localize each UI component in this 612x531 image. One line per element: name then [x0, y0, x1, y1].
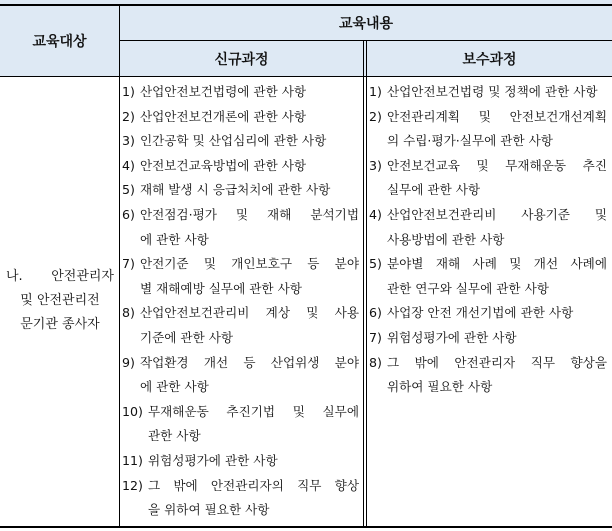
- list-item-number: 4): [369, 206, 382, 222]
- list-item-text: [140, 301, 359, 350]
- list-item: [122, 178, 359, 203]
- list-item-line: 에 관한 사항: [139, 231, 209, 247]
- list-item: [369, 80, 607, 105]
- target-prefix: 나.: [6, 269, 23, 284]
- list-item: [122, 301, 359, 350]
- list-item-text: [140, 154, 359, 179]
- list-item-number: 2): [122, 108, 135, 124]
- list-item: [369, 301, 607, 326]
- list-item-number: 2): [369, 108, 382, 124]
- list-item-text: [148, 400, 359, 449]
- list-item-text: [140, 105, 359, 130]
- list-item-line: 사용방법에 관한 사항: [386, 231, 505, 247]
- list-item-text: [148, 449, 359, 474]
- list-item: [369, 154, 607, 203]
- table-bottom-border: [0, 526, 612, 528]
- target-line-2: 및 안전관리전: [20, 293, 100, 308]
- target-line-1-text: 안전관리자: [51, 269, 114, 284]
- list-item-line: 산업안전보건관리비 계상 및 사용: [139, 305, 359, 321]
- target-column-divider: [119, 5, 120, 527]
- list-item-text: [387, 80, 607, 105]
- list-item-line: 산업안전보건법령 및 정책에 관한 사항: [386, 84, 598, 99]
- list-item-number: 12): [122, 477, 143, 493]
- list-item-text: [148, 474, 359, 523]
- list-item-number: 7): [122, 256, 135, 272]
- list-item-line: 의 수립·평가·실무에 관한 사항: [386, 133, 553, 149]
- list-item-text: [140, 351, 359, 400]
- list-item-line: 무재해운동 추진기법 및 실무에: [147, 403, 359, 419]
- refresher-course-list: [369, 80, 607, 400]
- new-course-header: 신규과정: [214, 51, 269, 68]
- list-item-line: 산업안전보건관리비 사용기준 및: [386, 206, 607, 222]
- list-item-number: 10): [122, 403, 143, 419]
- list-item-line: 안전보건교육 및 무재해운동 추진: [386, 157, 607, 173]
- list-item-line: 기준에 관한 사항: [139, 329, 234, 345]
- list-item-line: 안전기준 및 개인보호구 등 분야: [139, 256, 359, 272]
- list-item: [369, 203, 607, 252]
- list-item-line: 안전관리계획 및 안전보건개선계획: [386, 108, 607, 124]
- list-item-text: [387, 326, 607, 351]
- list-item: [122, 474, 359, 523]
- target-header: 교육대상: [32, 33, 87, 50]
- course-column-divider: [363, 41, 364, 527]
- list-item-line: 관한 사항: [147, 428, 201, 444]
- list-item-line: 인간공학 및 산업심리에 관한 사항: [139, 133, 327, 149]
- list-item-line: 산업안전보건법령에 관한 사항: [139, 84, 307, 99]
- list-item-number: 8): [122, 305, 135, 321]
- list-item-text: [387, 203, 607, 252]
- list-item-text: [140, 80, 359, 105]
- list-item-text: [140, 203, 359, 252]
- list-item-number: 11): [122, 452, 143, 468]
- list-item: [122, 129, 359, 154]
- list-item: [122, 252, 359, 301]
- list-item-line: 관한 연구와 실무에 관한 사항: [386, 280, 549, 296]
- list-item-line: 그 밖에 안전관리자 직무 향상을: [386, 354, 607, 370]
- list-item-number: 5): [122, 182, 135, 198]
- list-item-line: 위험성평가에 관한 사항: [386, 329, 517, 345]
- list-item: [122, 203, 359, 252]
- list-item-line: 위험성평가에 관한 사항: [147, 452, 278, 468]
- list-item-text: [140, 252, 359, 301]
- list-item-line: 을 위하여 필요한 사항: [147, 502, 270, 518]
- list-item: [122, 400, 359, 449]
- list-item-number: 8): [369, 354, 382, 370]
- list-item-text: [387, 154, 607, 203]
- list-item-text: [387, 252, 607, 301]
- list-item-line: 에 관한 사항: [139, 379, 209, 395]
- list-item-line: 실무에 관한 사항: [386, 182, 481, 198]
- list-item: [369, 105, 607, 154]
- content-header: 교육내용: [338, 15, 394, 32]
- list-item-line: 안전보건교육방법에 관한 사항: [139, 157, 307, 173]
- list-item: [122, 105, 359, 130]
- list-item-line: 산업안전보건개론에 관한 사항: [139, 108, 307, 124]
- list-item-line: 별 재해예방 실무에 관한 사항: [139, 280, 302, 296]
- list-item-text: [140, 178, 359, 203]
- list-item: [122, 449, 359, 474]
- list-item: [122, 80, 359, 105]
- list-item-line: 분야별 재해 사례 및 개선 사례에: [386, 256, 607, 272]
- list-item-number: 7): [369, 329, 382, 345]
- header-bottom-border: [0, 76, 612, 77]
- list-item-line: 사업장 안전 개선기법에 관한 사항: [386, 305, 574, 321]
- list-item-line: 재해 발생 시 응급처치에 관한 사항: [139, 182, 331, 198]
- list-item-line: 안전점검·평가 및 재해 분석기법: [139, 206, 359, 222]
- list-item: [369, 351, 607, 400]
- list-item-number: 9): [122, 354, 135, 370]
- list-item: [122, 154, 359, 179]
- list-item: [369, 326, 607, 351]
- list-item-number: 6): [122, 206, 135, 222]
- list-item-text: [140, 129, 359, 154]
- target-line-3: 문기관 종사자: [20, 317, 100, 332]
- new-course-list: [122, 80, 359, 523]
- course-column-divider-double: [366, 41, 367, 527]
- list-item-number: 1): [369, 84, 382, 99]
- list-item-number: 5): [369, 256, 382, 272]
- list-item-text: [387, 351, 607, 400]
- list-item-line: 작업환경 개선 등 산업위생 분야: [139, 354, 359, 370]
- list-item-number: 1): [122, 84, 135, 99]
- list-item-text: [387, 105, 607, 154]
- list-item-number: 3): [122, 133, 135, 149]
- list-item-line: 그 밖에 안전관리자의 직무 향상: [147, 477, 359, 493]
- target-cell: [6, 265, 114, 337]
- list-item: [369, 252, 607, 301]
- refresher-course-header: 보수과정: [462, 51, 517, 68]
- list-item-number: 4): [122, 157, 135, 173]
- list-item-text: [387, 301, 607, 326]
- list-item-number: 3): [369, 157, 382, 173]
- list-item-number: 6): [369, 305, 382, 321]
- list-item-line: 위하여 필요한 사항: [386, 379, 493, 395]
- list-item: [122, 351, 359, 400]
- target-line-1: [6, 265, 114, 289]
